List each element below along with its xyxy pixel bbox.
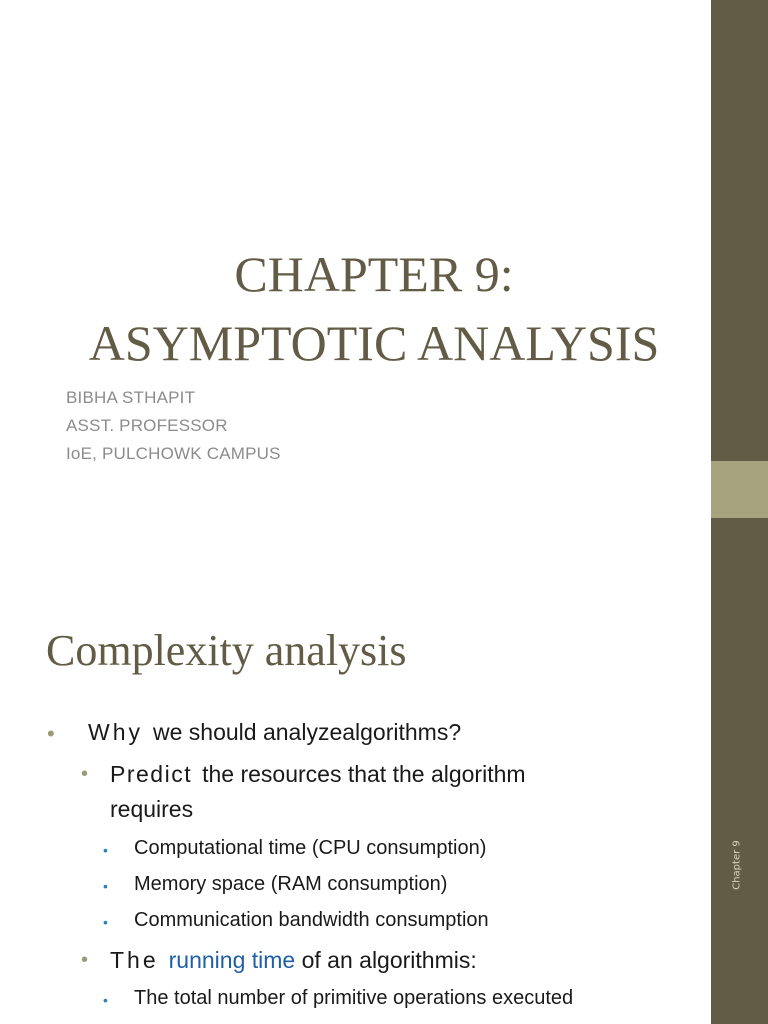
- bullet-dot-2: •: [81, 763, 89, 785]
- running-lead: The: [110, 947, 159, 973]
- list-item-memory: Memory space (RAM consumption): [134, 873, 448, 895]
- author-institution: IoE, PULCHOWK CAMPUS: [66, 444, 281, 463]
- title-line-2: ASYMPTOTIC ANALYSIS: [88, 315, 660, 371]
- bullet-dot-3a: •: [103, 842, 108, 858]
- bullet-dot-4: •: [81, 949, 89, 971]
- bullet-dot-1: •: [47, 721, 55, 746]
- bullet-dot-3c: •: [103, 914, 108, 930]
- why-rest: we should analyzealgorithms?: [153, 719, 462, 745]
- title-line-1: CHAPTER 9:: [234, 246, 514, 302]
- predict-lead: Predict: [110, 761, 193, 787]
- running-rest: of an algorithmis:: [301, 947, 477, 973]
- list-item-total-ops: The total number of primitive operations executed: [134, 987, 574, 1009]
- running-time-highlight: running time: [168, 947, 296, 973]
- list-item-cpu: Computational time (CPU consumption): [134, 837, 487, 859]
- bullet-running-time: [110, 947, 477, 974]
- list-item-bandwidth: Communication bandwidth consumption: [134, 909, 489, 931]
- bullet-dot-5: •: [103, 992, 108, 1008]
- bullet-why: [88, 719, 461, 746]
- sidebar-accent-block: [711, 461, 768, 518]
- bullet-predict-line1: [110, 761, 526, 788]
- author-name: BIBHA STHAPIT: [66, 388, 196, 407]
- slide-heading: Complexity analysis: [46, 626, 407, 675]
- author-role: ASST. PROFESSOR: [66, 416, 228, 435]
- why-lead: Why: [88, 719, 143, 745]
- bullet-predict-line2: requires: [110, 796, 194, 822]
- bullet-dot-3b: •: [103, 878, 108, 894]
- sidebar-chapter-label: Chapter 9: [731, 840, 743, 890]
- predict-rest: the resources that the algorithm: [202, 761, 526, 787]
